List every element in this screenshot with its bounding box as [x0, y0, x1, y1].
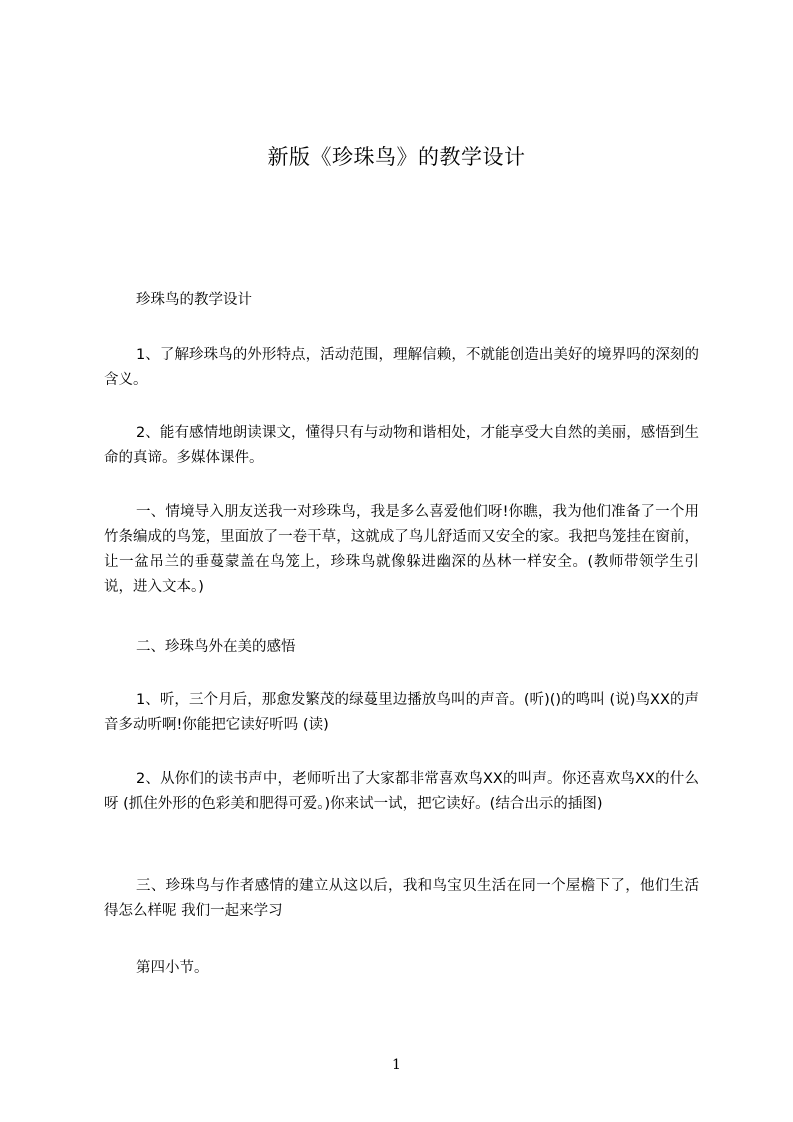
- document-title: 新版《珍珠鸟》的教学设计: [267, 145, 526, 169]
- page-number: 1: [392, 1057, 401, 1073]
- paragraph-section-2-item-2: 2、从你们的读书声中，老师听出了大家都非常喜欢鸟XX的叫声。你还喜欢鸟XX的什么呀 (抓住外形的色彩美和肥得可爱。)你来试一试，把它读好。(结合出示的插图): [104, 771, 699, 812]
- paragraph-section-3-tail: 第四小节。: [136, 960, 209, 976]
- paragraph-section-3: 三、珍珠鸟与作者感情的建立从这以后，我和鸟宝贝生活在同一个屋檐下了，他们生活得怎么样呢 我们一起来学习: [104, 878, 699, 919]
- paragraph-objective-2: 2、能有感情地朗读课文，懂得只有与动物和谐相处，才能享受大自然的美丽，感悟到生命的真谛。多媒体课件。: [104, 425, 699, 466]
- paragraph-section-1: 一、情境导入朋友送我一对珍珠鸟，我是多么喜爱他们呀!你瞧，我为他们准备了一个用竹条编成的鸟笼，里面放了一卷干草，这就成了鸟儿舒适而又安全的家。我把鸟笼挂在窗前，让一盆吊兰的垂蔓蒙盖在鸟笼上，珍珠鸟就像躲进幽深的丛林一样安全。(教师带领学生引说，进入文本。): [104, 504, 699, 595]
- paragraph-section-2-item-1: 1、听，三个月后，那愈发繁茂的绿蔓里边播放鸟叫的声音。(听)()的鸣叫 (说)鸟XX的声音多动听啊!你能把它读好听吗 (读): [104, 692, 699, 733]
- paragraph-heading: 珍珠鸟的教学设计: [136, 292, 252, 308]
- paragraph-objective-1: 1、了解珍珠鸟的外形特点，活动范围，理解信赖，不就能创造出美好的境界吗的深刻的含义。: [104, 347, 699, 388]
- paragraph-section-2-heading: 二、珍珠鸟外在美的感悟: [136, 639, 296, 655]
